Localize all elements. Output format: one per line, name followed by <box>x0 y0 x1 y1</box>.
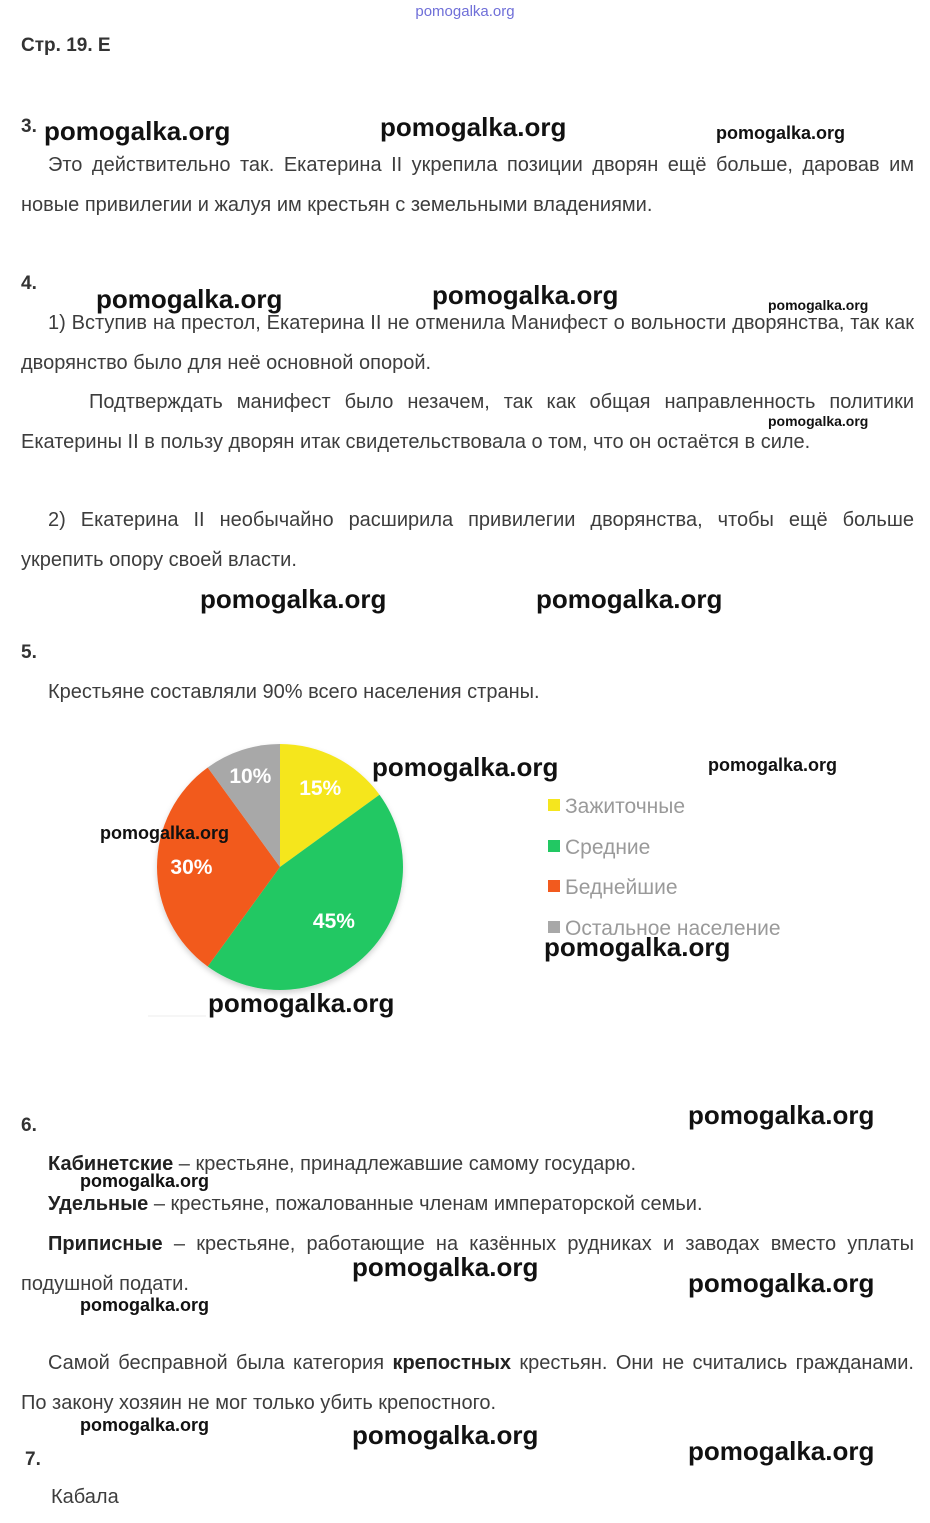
watermark: pomogalka.org <box>688 1100 875 1130</box>
definition-text: – крестьяне, принадлежавшие самому государю. <box>173 1153 637 1175</box>
section-3-number: 3. <box>21 116 37 137</box>
watermark: pomogalka.org <box>768 413 869 429</box>
watermark: pomogalka.org <box>80 1415 210 1435</box>
watermark: pomogalka.org <box>352 1420 539 1450</box>
section-4-paragraph-1: 1) Вступив на престол, Екатерина II не отменила Манифест о вольности дворянства, так как дворянство было для неё основной опорой. <box>21 312 914 374</box>
watermark: pomogalka.org <box>536 584 723 614</box>
watermark: pomogalka.org <box>688 1436 875 1466</box>
pie-data-label-1: 15% <box>299 777 342 801</box>
page-reference: Стр. 19. Е <box>21 35 111 56</box>
legend-swatch <box>548 799 560 811</box>
watermark: pomogalka.org <box>96 284 283 314</box>
watermark: pomogalka.org <box>716 123 846 143</box>
legend-swatch <box>548 840 560 852</box>
conclusion-part: Самой бесправной была категория <box>48 1352 393 1374</box>
watermark: pomogalka.org <box>80 1171 210 1191</box>
definition-text: – крестьяне, пожалованные членам императорской семьи. <box>148 1193 703 1215</box>
section-3-text: Это действительно так. Екатерина II укрепила позиции дворян ещё больше, даровав им новые привилегии и жалуя им крестьян с земельными владениями. <box>21 154 914 216</box>
section-6-number: 6. <box>21 1115 37 1136</box>
section-7-text: Кабала <box>51 1486 119 1508</box>
term-krepostnye: крепостных <box>392 1352 512 1374</box>
pie-data-label-2: 45% <box>312 909 355 933</box>
term-kabinetskie: Кабинетские <box>48 1153 174 1175</box>
legend-label: Средние <box>565 836 651 859</box>
watermark: pomogalka.org <box>100 823 230 843</box>
watermark: pomogalka.org <box>688 1268 875 1298</box>
legend-label: Зажиточные <box>565 795 686 818</box>
watermark: pomogalka.org <box>208 988 395 1018</box>
section-5-number: 5. <box>21 642 37 663</box>
section-5-text: Крестьяне составляли 90% всего населения страны. <box>48 681 540 703</box>
watermark: pomogalka.org <box>380 112 567 142</box>
term-udelnye: Удельные <box>48 1193 149 1215</box>
section-4-number: 4. <box>21 273 37 294</box>
legend-item <box>548 836 650 860</box>
watermark: pomogalka.org <box>80 1295 210 1315</box>
section-7-number: 7. <box>25 1449 41 1470</box>
definition-text: – крестьяне, работающие на казённых рудниках и заводах вместо уплаты подушной подати. <box>21 1233 914 1295</box>
watermark: pomogalka.org <box>544 932 731 962</box>
watermark-top: pomogalka.org <box>415 3 515 20</box>
pie-data-label-3: 30% <box>170 856 213 879</box>
watermark: pomogalka.org <box>200 584 387 614</box>
term-pripisnye: Приписные <box>48 1233 163 1255</box>
watermark: pomogalka.org <box>708 755 838 775</box>
watermark: pomogalka.org <box>432 280 619 310</box>
pie-data-label-4: 10% <box>229 764 272 788</box>
watermark: pomogalka.org <box>44 116 231 146</box>
legend-item <box>548 795 685 819</box>
watermark: pomogalka.org <box>768 297 869 313</box>
legend-label: Беднейшие <box>565 876 678 899</box>
watermark: pomogalka.org <box>352 1252 539 1282</box>
section-4-paragraph-3: 2) Екатерина II необычайно расширила привилегии дворянства, чтобы ещё больше укрепить опору своей власти. <box>21 509 914 571</box>
watermark: pomogalka.org <box>372 752 559 782</box>
legend-item <box>548 876 678 900</box>
section-6-conclusion <box>21 1344 914 1423</box>
section-4-paragraph-2: Подтверждать манифест было незачем, так как общая направленность политики Екатерины II в пользу дворян итак свидетельствовала о том, что он остаётся в силе. <box>21 391 914 453</box>
conclusion-part: крестьян. Они не считались гражданами. По закону хозяин не мог только убить крепостного. <box>21 1352 914 1414</box>
legend-swatch <box>548 880 560 892</box>
legend-label: Остальное население <box>565 917 781 940</box>
